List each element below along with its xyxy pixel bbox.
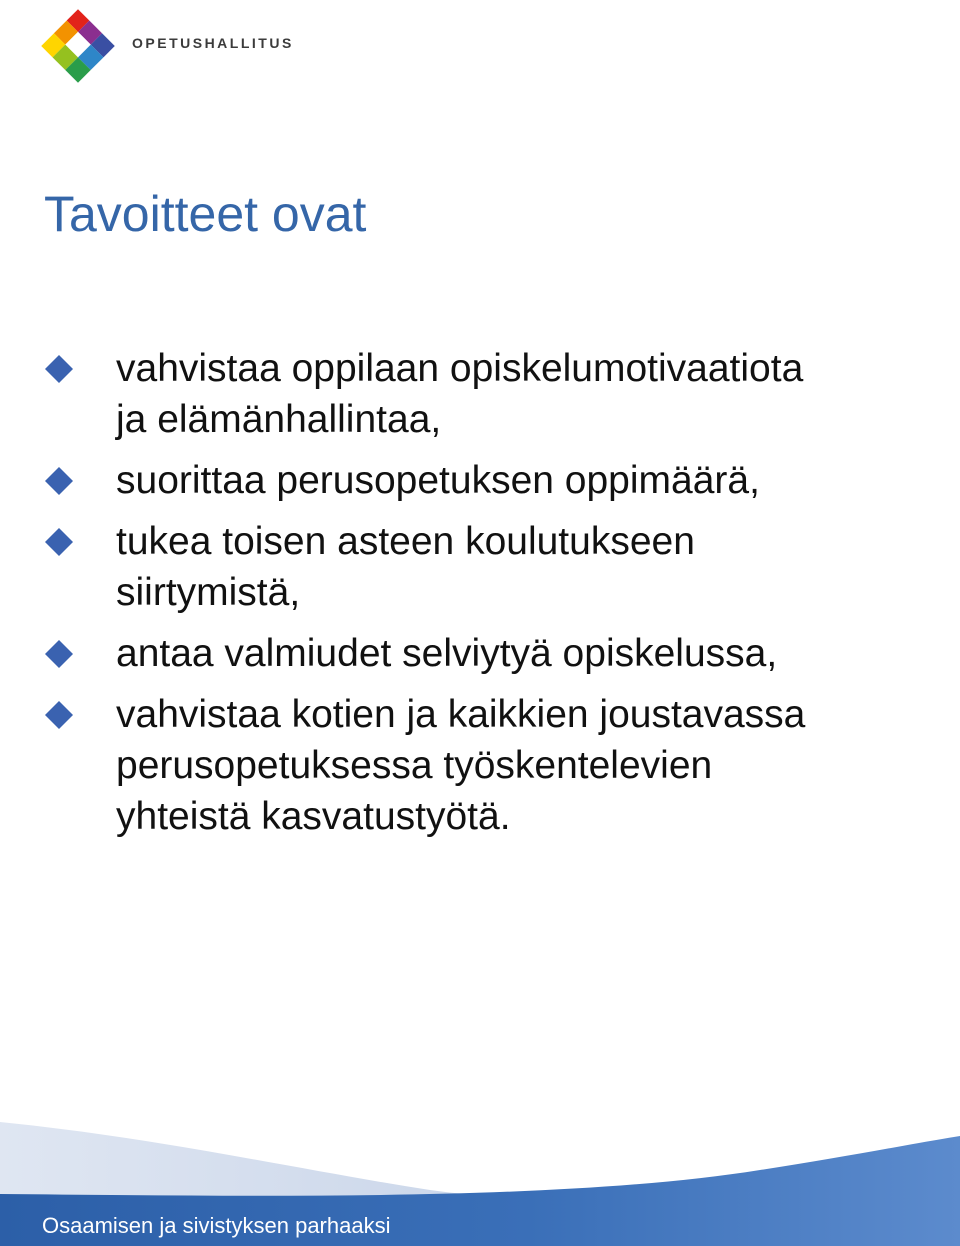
bullet-text-line: perusopetuksessa työskentelevien [116, 744, 713, 787]
footer [0, 1110, 960, 1246]
multicolor-diamond-logo-icon [40, 8, 116, 84]
footer-tagline: Osaamisen ja sivistyksen parhaaksi [42, 1213, 391, 1238]
bullet-item [0, 516, 960, 618]
diamond-bullet-icon [44, 354, 74, 384]
diamond-bullet-icon [44, 639, 74, 669]
bullet-text-line: tukea toisen asteen koulutukseen [116, 520, 695, 563]
bullet-text-line: vahvistaa kotien ja kaikkien joustavassa [116, 693, 806, 736]
bullet-text-line: siirtymistä, [116, 571, 301, 614]
slide-title: Tavoitteet ovat [44, 186, 367, 242]
bullet-text-line: vahvistaa oppilaan opiskelumotivaatiota [116, 347, 804, 390]
diamond-bullet-icon [44, 700, 74, 730]
bullet-text-line: ja elämänhallintaa, [116, 398, 442, 441]
diamond-bullet-icon [44, 527, 74, 557]
bullet-text-line: yhteistä kasvatustyötä. [116, 795, 511, 838]
bullet-item [0, 628, 960, 679]
opetushallitus-logo [40, 8, 294, 84]
bullet-text-line: suorittaa perusopetuksen oppimäärä, [116, 459, 760, 502]
bullet-list [0, 343, 960, 842]
logo-text: OPETUSHALLITUS [132, 35, 294, 51]
diamond-bullet-icon [44, 466, 74, 496]
bullet-item [0, 689, 960, 842]
bullet-text-line: antaa valmiudet selviytyä opiskelussa, [116, 632, 778, 675]
bullet-item [0, 455, 960, 506]
bullet-item [0, 343, 960, 445]
